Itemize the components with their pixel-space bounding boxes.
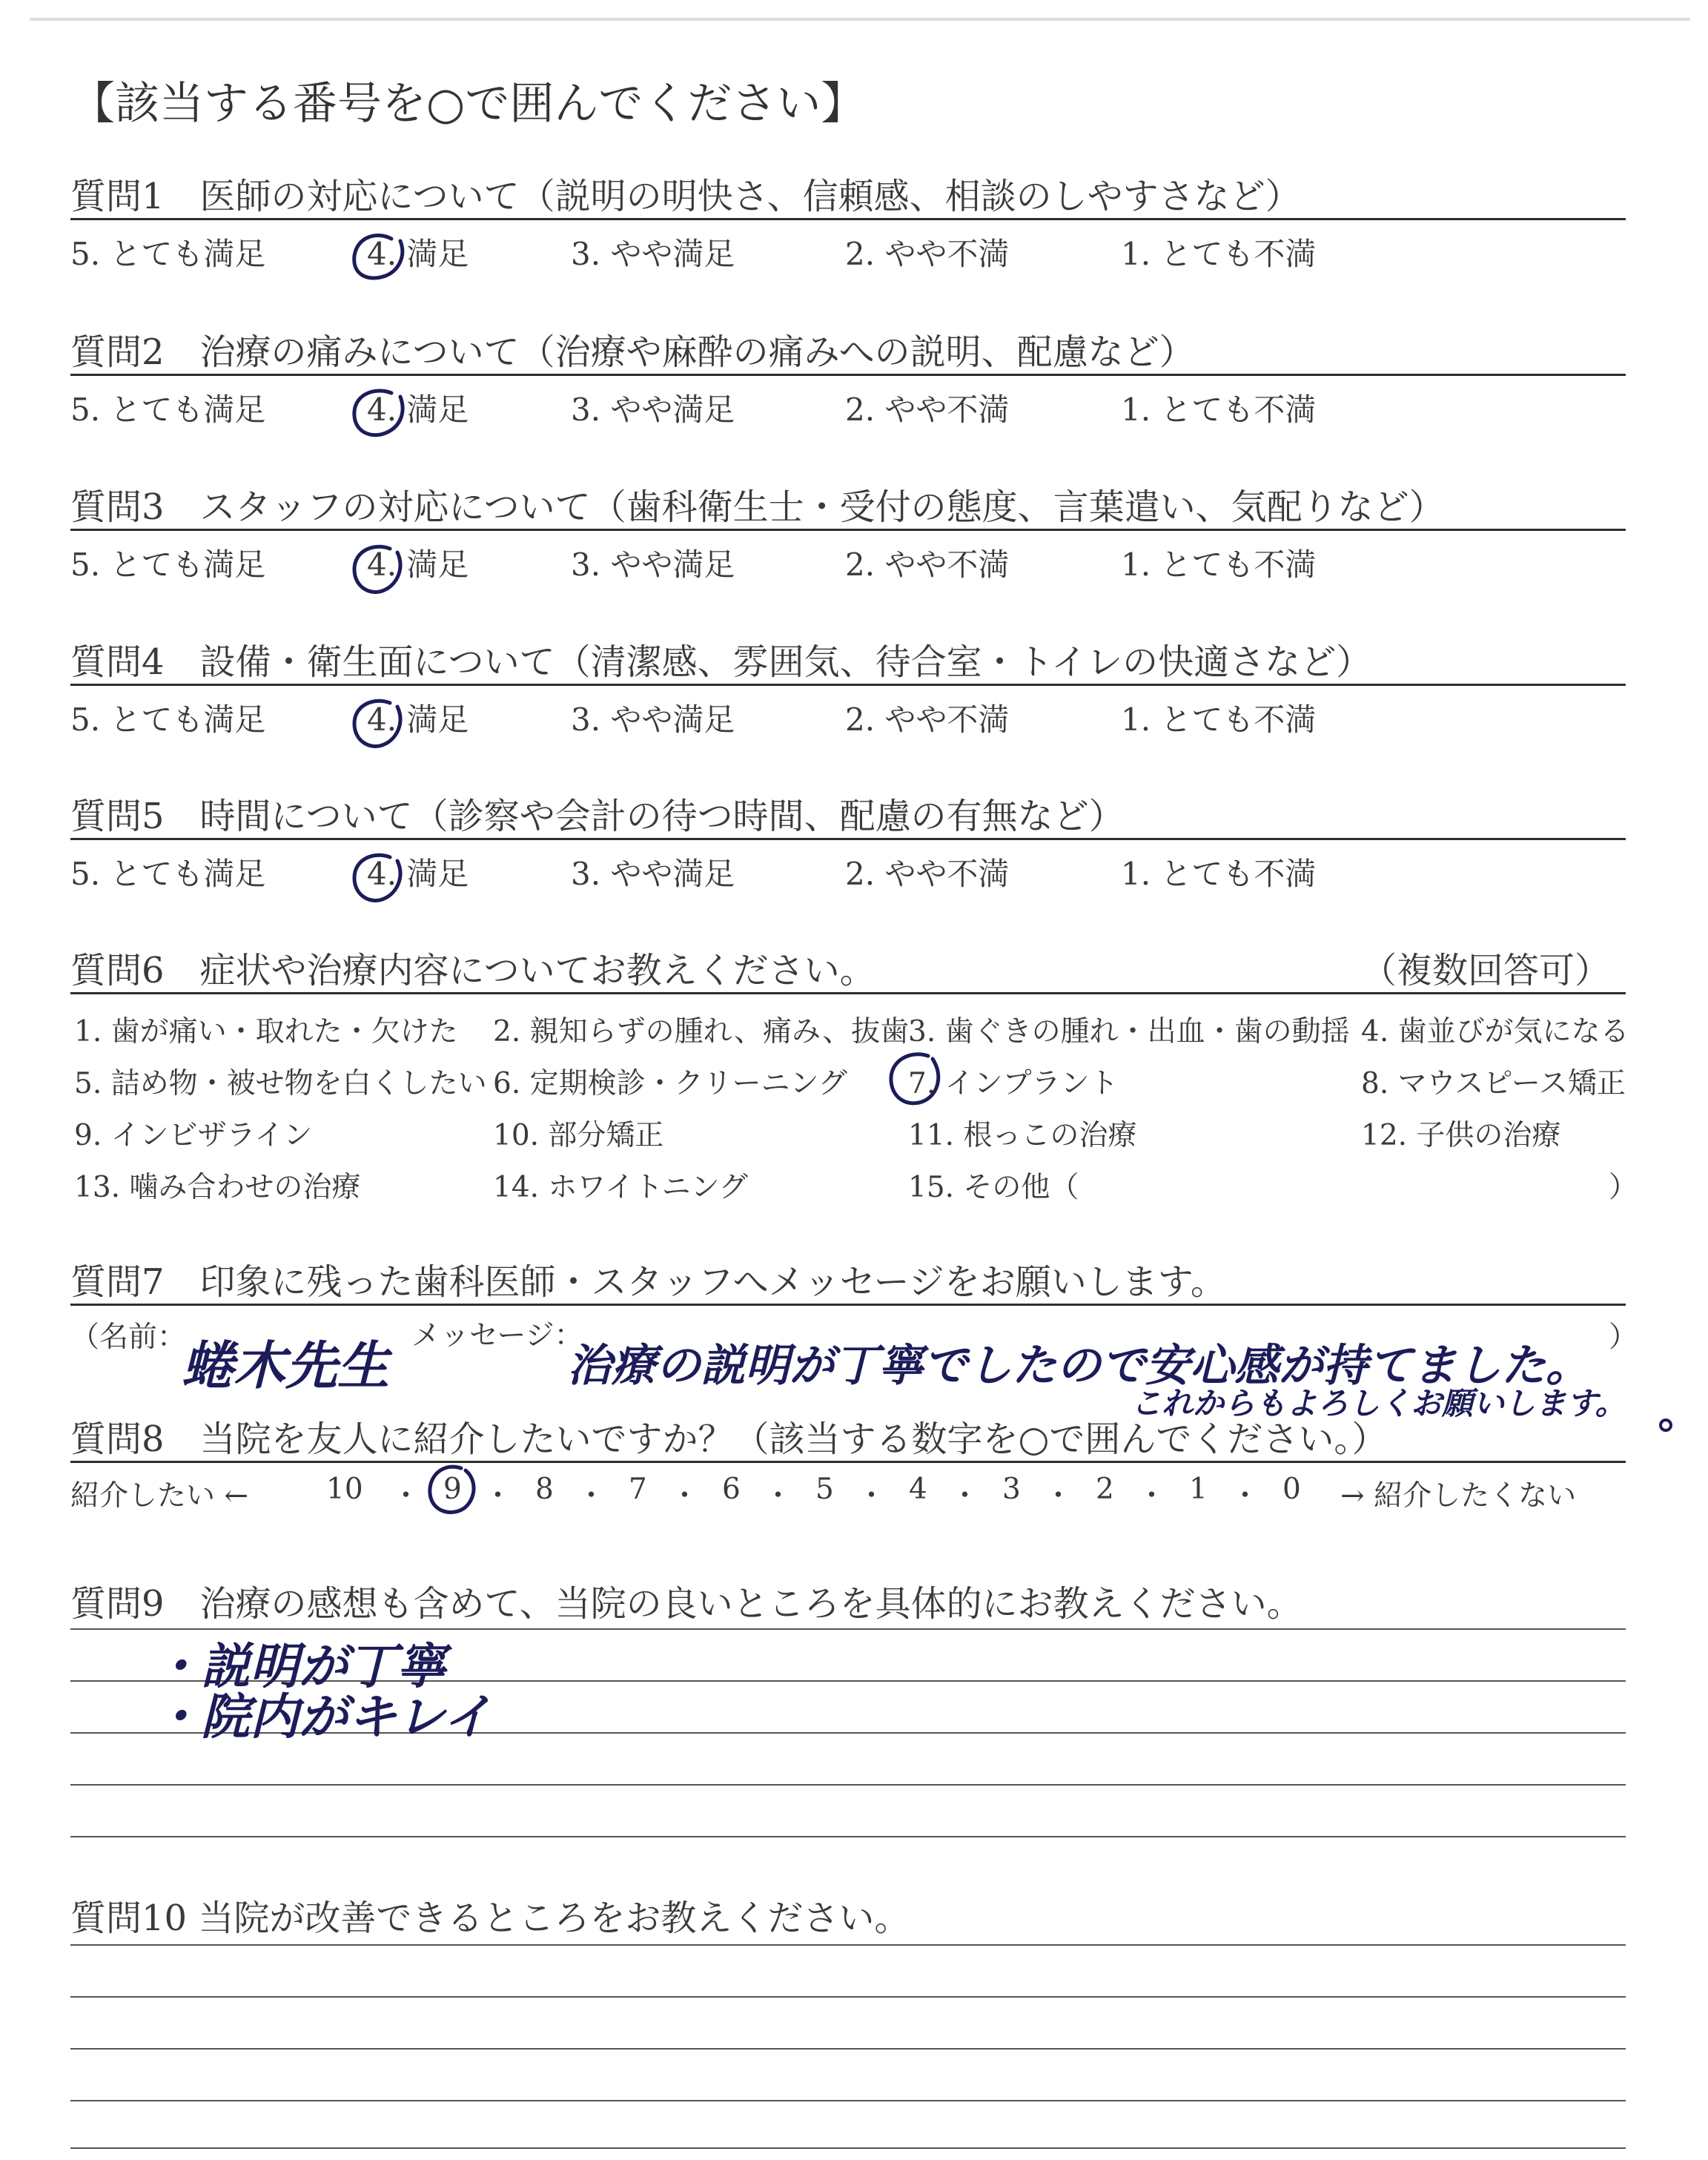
q9-answer-line-5 (70, 1836, 1626, 1837)
question-8-rule (70, 1461, 1626, 1463)
q8-sep: ・ (1137, 1479, 1167, 1513)
q5-option-2[interactable]: 2. やや不満 (845, 856, 1010, 892)
q1-option-3[interactable]: 3. やや満足 (571, 236, 735, 272)
question-6-title: 質問6 症状や治療内容についてお教えください。 (70, 950, 875, 991)
q2-option-4[interactable]: 4. 満足 (367, 392, 469, 428)
q2-option-2[interactable]: 2. やや不満 (845, 392, 1010, 428)
q6-option-15[interactable]: 15. その他（ (908, 1171, 1079, 1204)
q8-scale-right-label: → 紹介したくない (1340, 1479, 1577, 1513)
q2-option-1[interactable]: 1. とても不満 (1121, 392, 1317, 428)
q10-answer-line-2 (70, 1996, 1626, 1998)
q6-option-6[interactable]: 6. 定期検診・クリーニング (493, 1067, 847, 1100)
q8-number-5[interactable]: 5 (815, 1473, 834, 1506)
q6-option-15-close: ） (1609, 1171, 1638, 1204)
q3-option-5[interactable]: 5. とても満足 (70, 546, 266, 583)
q8-number-8[interactable]: 8 (535, 1473, 554, 1506)
q8-number-7[interactable]: 7 (629, 1473, 647, 1506)
question-4-rule (70, 684, 1626, 686)
q3-option-2[interactable]: 2. やや不満 (845, 546, 1010, 583)
q6-option-12[interactable]: 12. 子供の治療 (1361, 1119, 1561, 1152)
q10-answer-line-5 (70, 2147, 1626, 2149)
q6-option-10[interactable]: 10. 部分矯正 (493, 1119, 664, 1152)
q10-answer-line-4 (70, 2100, 1626, 2101)
question-8-title: 質問8 当院を友人に紹介したいですか？（該当する数字を○で囲んでください。） (70, 1418, 1388, 1460)
q4-option-4[interactable]: 4. 満足 (367, 701, 469, 738)
q9-answer-line-4 (70, 1784, 1626, 1786)
q6-option-14[interactable]: 14. ホワイトニング (493, 1171, 748, 1204)
q5-option-1[interactable]: 1. とても不満 (1121, 856, 1317, 892)
q7-name-handwritten[interactable]: 蜷木先生 (182, 1335, 389, 1396)
q4-option-1[interactable]: 1. とても不満 (1121, 701, 1317, 738)
q1-option-1[interactable]: 1. とても不満 (1121, 236, 1317, 272)
q9-answer-handwritten-2[interactable]: ・院内がキレイ (152, 1688, 492, 1745)
instruction-header: 【該当する番号を○で囲んでください】 (70, 78, 866, 130)
q8-number-6[interactable]: 6 (722, 1473, 741, 1506)
question-3-title: 質問3 スタッフの対応について（歯科衛生士・受付の態度、言葉遣い、気配りなど） (70, 486, 1445, 528)
q8-number-9[interactable]: 9 (443, 1473, 462, 1506)
q9-answer-handwritten-1[interactable]: ・説明が丁寧 (152, 1638, 446, 1695)
question-5-title: 質問5 時間について（診察や会計の待つ時間、配慮の有無など） (70, 796, 1125, 837)
q8-sep: ・ (764, 1479, 793, 1513)
q5-option-4[interactable]: 4. 満足 (367, 856, 469, 892)
q6-option-7[interactable]: 7. インプラント (908, 1067, 1119, 1100)
q1-option-4[interactable]: 4. 満足 (367, 236, 469, 272)
q8-number-1[interactable]: 1 (1189, 1473, 1208, 1506)
q7-name-label: （名前： (70, 1321, 187, 1354)
top-border (30, 18, 1690, 21)
question-5-rule (70, 838, 1626, 840)
q8-sep: ・ (577, 1479, 606, 1513)
q8-sep: ・ (483, 1479, 513, 1513)
question-7-rule (70, 1304, 1626, 1306)
q6-option-5[interactable]: 5. 詰め物・被せ物を白くしたい (74, 1067, 487, 1100)
q1-option-5[interactable]: 5. とても満足 (70, 236, 266, 272)
q6-option-4[interactable]: 4. 歯並びが気になる (1361, 1015, 1629, 1048)
question-7-title: 質問7 印象に残った歯科医師・スタッフへメッセージをお願いします。 (70, 1261, 1226, 1303)
question-4-title: 質問4 設備・衛生面について（清潔感、雰囲気、待合室・トイレの快適さなど） (70, 641, 1372, 683)
q6-option-2[interactable]: 2. 親知らずの腫れ、痛み、抜歯 (493, 1015, 910, 1048)
handwritten-period (1661, 1420, 1671, 1430)
q6-option-9[interactable]: 9. インビザライン (74, 1119, 313, 1152)
q4-option-5[interactable]: 5. とても満足 (70, 701, 266, 738)
q3-option-3[interactable]: 3. やや満足 (571, 546, 735, 583)
q8-number-3[interactable]: 3 (1002, 1473, 1021, 1506)
q6-option-13[interactable]: 13. 噛み合わせの治療 (74, 1171, 361, 1204)
q2-option-5[interactable]: 5. とても満足 (70, 392, 266, 428)
q3-option-4[interactable]: 4. 満足 (367, 546, 469, 583)
q4-option-3[interactable]: 3. やや満足 (571, 701, 735, 738)
q6-option-1[interactable]: 1. 歯が痛い・取れた・欠けた (74, 1015, 458, 1048)
question-9-title: 質問9 治療の感想も含めて、当院の良いところを具体的にお教えください。 (70, 1583, 1302, 1625)
q5-option-5[interactable]: 5. とても満足 (70, 856, 266, 892)
question-1-rule (70, 218, 1626, 220)
q8-number-4[interactable]: 4 (909, 1473, 927, 1506)
q6-option-11[interactable]: 11. 根っこの治療 (908, 1119, 1137, 1152)
q6-option-8[interactable]: 8. マウスピース矯正 (1361, 1067, 1626, 1100)
q8-sep: ・ (857, 1479, 887, 1513)
q8-scale-left-label: 紹介したい ← (70, 1479, 249, 1513)
q4-option-2[interactable]: 2. やや不満 (845, 701, 1010, 738)
q8-number-0[interactable]: 0 (1282, 1473, 1301, 1506)
q8-number-2[interactable]: 2 (1096, 1473, 1114, 1506)
q8-sep: ・ (1231, 1479, 1260, 1513)
question-6-rule (70, 992, 1626, 994)
q3-option-1[interactable]: 1. とても不満 (1121, 546, 1317, 583)
q7-message-handwritten[interactable]: 治療の説明が丁寧でしたので安心感が持てました。 (567, 1340, 1590, 1392)
question-2-title: 質問2 治療の痛みについて（治療や麻酔の痛みへの説明、配慮など） (70, 331, 1195, 373)
question-1-title: 質問1 医師の対応について（説明の明快さ、信頼感、相談のしやすさなど） (70, 176, 1301, 217)
question-3-rule (70, 529, 1626, 531)
q6-option-3[interactable]: 3. 歯ぐきの腫れ・出血・歯の動揺 (908, 1015, 1350, 1048)
q8-sep: ・ (391, 1479, 421, 1513)
q7-message-label: メッセージ： (411, 1319, 583, 1353)
q2-option-3[interactable]: 3. やや満足 (571, 392, 735, 428)
q8-number-10[interactable]: 10 (326, 1473, 363, 1506)
question-2-rule (70, 374, 1626, 376)
q7-message-handwritten-2[interactable]: これからもよろしくお願いします。 (1131, 1385, 1626, 1421)
q5-option-3[interactable]: 3. やや満足 (571, 856, 735, 892)
q10-answer-line-3 (70, 2048, 1626, 2050)
q7-close-paren: ） (1609, 1321, 1638, 1354)
q8-sep: ・ (1044, 1479, 1073, 1513)
question-6-note: （複数回答可） (1361, 950, 1611, 991)
question-10-title: 質問10 当院が改善できるところをお教えください。 (70, 1898, 910, 1939)
q1-option-2[interactable]: 2. やや不満 (845, 236, 1010, 272)
q8-sep: ・ (950, 1479, 980, 1513)
q8-sep: ・ (670, 1479, 700, 1513)
q10-answer-line-1 (70, 1944, 1626, 1946)
